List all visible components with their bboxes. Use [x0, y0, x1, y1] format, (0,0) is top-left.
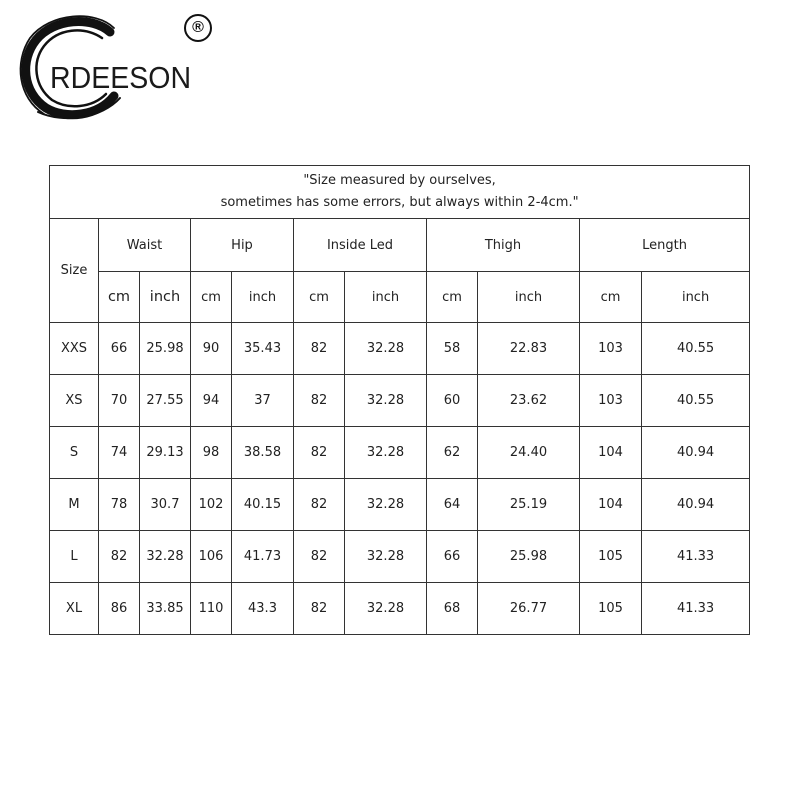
size-label: XS	[50, 375, 99, 427]
note-line-1: "Size measured by ourselves,	[303, 173, 496, 188]
measurement-note-row	[50, 166, 750, 219]
hip-inch-header: inch	[232, 272, 294, 323]
size-label: XXS	[50, 323, 99, 375]
thigh-cm-header: cm	[427, 272, 478, 323]
hip-cm-header: cm	[191, 272, 232, 323]
length-inch-cell: 40.94	[642, 479, 750, 531]
waist-cm-cell: 82	[99, 531, 140, 583]
waist-cm-header: cm	[99, 272, 140, 323]
thigh-inch-header: inch	[478, 272, 580, 323]
waist-cm-cell: 70	[99, 375, 140, 427]
inside-leg-cm-cell: 82	[294, 323, 345, 375]
inside-leg-inch-cell: 32.28	[345, 427, 427, 479]
inside-leg-inch-cell: 32.28	[345, 531, 427, 583]
inside-leg-cm-cell: 82	[294, 583, 345, 635]
inside-leg-cm-cell: 82	[294, 427, 345, 479]
inside-leg-cm-cell: 82	[294, 531, 345, 583]
waist-inch-cell: 29.13	[140, 427, 191, 479]
waist-cm-cell: 78	[99, 479, 140, 531]
waist-header: Waist	[99, 219, 191, 272]
length-cm-cell: 104	[580, 427, 642, 479]
group-header-row	[50, 219, 750, 272]
thigh-inch-cell: 25.19	[478, 479, 580, 531]
hip-cm-cell: 98	[191, 427, 232, 479]
table-row	[50, 427, 750, 479]
brand-logo	[14, 12, 224, 122]
size-chart-table	[49, 165, 750, 635]
measurement-note	[50, 166, 750, 219]
waist-inch-cell: 33.85	[140, 583, 191, 635]
hip-inch-cell: 40.15	[232, 479, 294, 531]
thigh-cm-cell: 60	[427, 375, 478, 427]
hip-cm-cell: 102	[191, 479, 232, 531]
hip-inch-cell: 35.43	[232, 323, 294, 375]
registered-trademark-icon: ®	[184, 14, 212, 42]
length-inch-cell: 40.55	[642, 375, 750, 427]
size-label: XL	[50, 583, 99, 635]
waist-inch-header: inch	[140, 272, 191, 323]
hip-inch-cell: 41.73	[232, 531, 294, 583]
inside-leg-inch-cell: 32.28	[345, 583, 427, 635]
size-label: S	[50, 427, 99, 479]
size-rows	[50, 323, 750, 635]
inside-leg-header: Inside Led	[294, 219, 427, 272]
table-row	[50, 375, 750, 427]
length-header: Length	[580, 219, 750, 272]
waist-inch-cell: 25.98	[140, 323, 191, 375]
waist-inch-cell: 30.7	[140, 479, 191, 531]
size-header: Size	[50, 219, 99, 323]
thigh-inch-cell: 24.40	[478, 427, 580, 479]
hip-cm-cell: 90	[191, 323, 232, 375]
length-cm-cell: 105	[580, 583, 642, 635]
table-row	[50, 531, 750, 583]
thigh-cm-cell: 58	[427, 323, 478, 375]
thigh-cm-cell: 66	[427, 531, 478, 583]
inside-leg-inch-cell: 32.28	[345, 479, 427, 531]
thigh-inch-cell: 25.98	[478, 531, 580, 583]
waist-inch-cell: 27.55	[140, 375, 191, 427]
thigh-cm-cell: 62	[427, 427, 478, 479]
hip-header: Hip	[191, 219, 294, 272]
waist-cm-cell: 74	[99, 427, 140, 479]
inside-leg-cm-cell: 82	[294, 375, 345, 427]
thigh-cm-cell: 68	[427, 583, 478, 635]
size-label: M	[50, 479, 99, 531]
unit-header-row	[50, 272, 750, 323]
waist-cm-cell: 66	[99, 323, 140, 375]
length-inch-cell: 41.33	[642, 531, 750, 583]
length-cm-cell: 103	[580, 375, 642, 427]
inside-leg-inch-cell: 32.28	[345, 323, 427, 375]
hip-inch-cell: 38.58	[232, 427, 294, 479]
length-cm-cell: 105	[580, 531, 642, 583]
waist-inch-cell: 32.28	[140, 531, 191, 583]
length-inch-header: inch	[642, 272, 750, 323]
note-line-2: sometimes has some errors, but always within 2-4cm."	[220, 195, 579, 210]
inside-leg-inch-header: inch	[345, 272, 427, 323]
length-cm-cell: 104	[580, 479, 642, 531]
table-row	[50, 583, 750, 635]
thigh-header: Thigh	[427, 219, 580, 272]
inside-leg-cm-header: cm	[294, 272, 345, 323]
inside-leg-cm-cell: 82	[294, 479, 345, 531]
table-row	[50, 323, 750, 375]
table-row	[50, 479, 750, 531]
hip-cm-cell: 110	[191, 583, 232, 635]
length-cm-cell: 103	[580, 323, 642, 375]
hip-cm-cell: 94	[191, 375, 232, 427]
size-label: L	[50, 531, 99, 583]
hip-cm-cell: 106	[191, 531, 232, 583]
brand-name: RDEESON	[50, 60, 192, 95]
thigh-cm-cell: 64	[427, 479, 478, 531]
thigh-inch-cell: 26.77	[478, 583, 580, 635]
hip-inch-cell: 43.3	[232, 583, 294, 635]
length-inch-cell: 40.94	[642, 427, 750, 479]
waist-cm-cell: 86	[99, 583, 140, 635]
inside-leg-inch-cell: 32.28	[345, 375, 427, 427]
length-cm-header: cm	[580, 272, 642, 323]
hip-inch-cell: 37	[232, 375, 294, 427]
length-inch-cell: 40.55	[642, 323, 750, 375]
length-inch-cell: 41.33	[642, 583, 750, 635]
thigh-inch-cell: 22.83	[478, 323, 580, 375]
thigh-inch-cell: 23.62	[478, 375, 580, 427]
